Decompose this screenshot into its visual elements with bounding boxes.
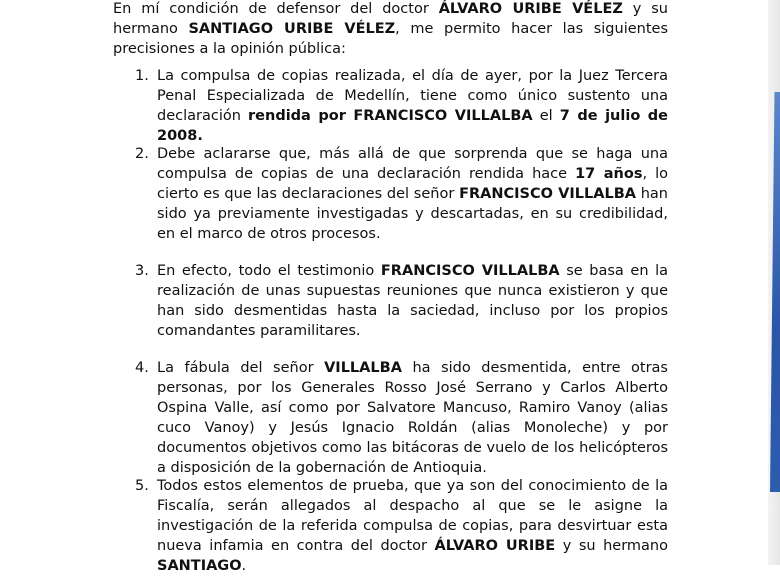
bold-run: VILLALBA xyxy=(324,360,402,376)
text-run: se basa en la realización de unas supuestas reuniones que nunca existieron y que han sido desmentidas hasta la saciedad, incluso por los propios comandantes paramilitares. xyxy=(157,263,669,339)
intro-text-1: En mí condición de defensor del doctor xyxy=(113,1,439,17)
text-run: Todos estos elementos de prueba, que ya son del conocimiento de la Fiscalía, serán allegados al despacho al que se le asigne la investigación de la referida compulsa de copias, para desvirtuar esta nueva infamia en contra del doctor xyxy=(157,478,668,554)
intro-bold-1: ÁLVARO URIBE VÉLEZ xyxy=(438,1,623,17)
bold-run: 17 años xyxy=(575,166,643,182)
list-item-number: 4. xyxy=(135,360,149,376)
list-item-text xyxy=(157,144,668,244)
list-item-number: 5. xyxy=(135,478,149,494)
bold-run: rendida por FRANCISCO VILLALBA xyxy=(248,108,533,124)
text-run: En efecto, todo el testimonio xyxy=(157,263,381,279)
list-item-number: 1. xyxy=(135,68,149,84)
list-item-text xyxy=(157,476,668,576)
intro-paragraph xyxy=(113,0,668,59)
list-item-text xyxy=(157,66,668,146)
list-item-text xyxy=(157,358,668,478)
bold-run: FRANCISCO VILLALBA xyxy=(380,263,560,279)
bold-run: FRANCISCO VILLALBA xyxy=(459,186,636,202)
list-item-number: 2. xyxy=(135,146,149,162)
text-run: La compulsa de copias realizada, el día de ayer, por la Juez Tercera Penal Especializada de Medellín, tiene como único sustento una declaración xyxy=(157,68,668,124)
text-run: La fábula del señor xyxy=(157,360,325,376)
text-run: ha sido desmentida, entre otras personas, por los Generales Rosso José Serrano y Carlos Alberto Ospina Valle, así como por Salvatore Mancuso, Ramiro Vanoy (alias cuco Vanoy) y Jesús Ignacio Roldán (alias Monoleche) y por documentos objetivos como las bitácoras de vuelo de los helicópteros a disposición de la gobernación de Antioquia. xyxy=(157,360,668,476)
bold-run: ÁLVARO URIBE xyxy=(434,538,556,554)
text-run: y su hermano xyxy=(555,538,668,554)
intro-bold-2: SANTIAGO URIBE VÉLEZ xyxy=(188,21,396,37)
intro-text-2: y su hermano xyxy=(113,1,668,37)
list-item-number: 3. xyxy=(135,263,149,279)
text-run: han sido ya previamente investigadas y descartadas, en su credibilidad, en el marco de otros procesos. xyxy=(157,186,668,242)
bold-run: 7 de julio de 2008. xyxy=(157,108,669,144)
text-run: el xyxy=(532,108,560,124)
text-run: , lo cierto es que las declaraciones del señor xyxy=(157,166,668,202)
bold-run: SANTIAGO xyxy=(157,558,242,574)
text-run: Debe aclararse que, más allá de que sorprenda que se haga una compulsa de copias de una declaración rendida hace xyxy=(157,146,668,182)
intro-text-3: , me permito hacer las siguientes precisiones a la opinión pública: xyxy=(113,21,669,57)
text-run: . xyxy=(241,558,247,574)
list-item-text xyxy=(157,261,668,341)
